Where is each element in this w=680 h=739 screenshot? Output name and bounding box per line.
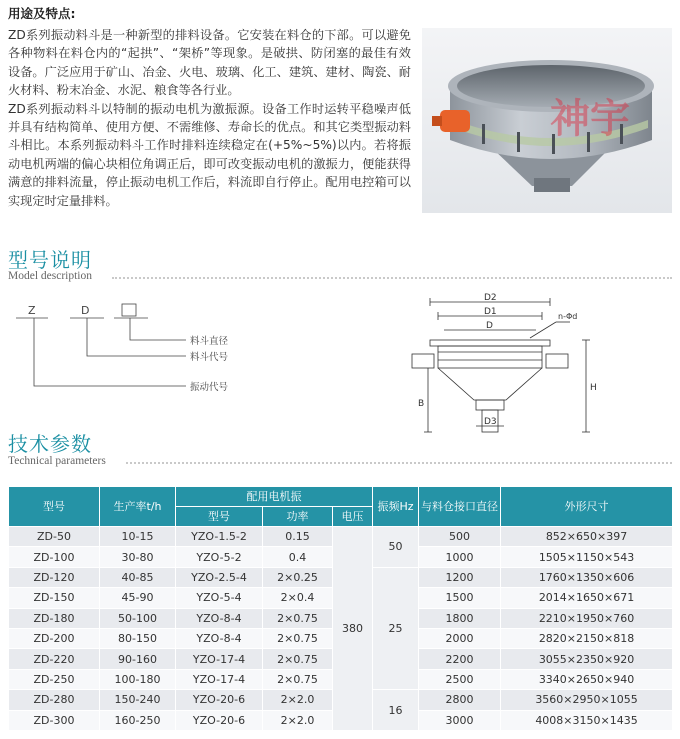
model-code-diagram (8, 300, 308, 400)
cell-model: ZD-200 (9, 628, 100, 648)
table-row (9, 527, 673, 547)
cell-diameter: 1200 (419, 567, 501, 587)
cell-diameter: 2000 (419, 628, 501, 648)
dim-label-d1: D1 (484, 307, 497, 317)
cell-voltage: 380 (333, 527, 373, 731)
cell-capacity: 50-100 (100, 608, 176, 628)
cell-power: 2×0.75 (263, 628, 333, 648)
cell-power: 2×0.25 (263, 567, 333, 587)
model-section-subtitle: Model description (8, 270, 92, 282)
th-frequency: 振频Hz (373, 487, 419, 527)
cell-power: 2×2.0 (263, 690, 333, 710)
cell-frequency: 50 (373, 527, 419, 568)
cell-power: 2×0.75 (263, 649, 333, 669)
cell-motor: YZO-5-2 (176, 547, 263, 567)
model-section-title: 型号说明 (8, 248, 92, 272)
vibration-motor-image (440, 110, 470, 132)
dim-label-d3: D3 (484, 417, 497, 427)
cell-capacity: 100-180 (100, 669, 176, 689)
cell-size: 1760×1350×606 (501, 567, 673, 587)
cell-power: 2×0.4 (263, 588, 333, 608)
cell-motor: YZO-20-6 (176, 710, 263, 730)
cell-diameter: 1500 (419, 588, 501, 608)
tech-section-divider (126, 462, 672, 464)
tech-section-subtitle: Technical parameters (8, 455, 106, 467)
cell-size: 3055×2350×920 (501, 649, 673, 669)
cell-capacity: 40-85 (100, 567, 176, 587)
cell-capacity: 150-240 (100, 690, 176, 710)
label-hopper-diameter: 料斗直径 (190, 336, 229, 347)
cell-size: 4008×3150×1435 (501, 710, 673, 730)
cell-capacity: 30-80 (100, 547, 176, 567)
cell-capacity: 10-15 (100, 527, 176, 547)
code-letter-d: D (81, 304, 90, 317)
cell-model: ZD-250 (9, 669, 100, 689)
cell-motor: YZO-17-4 (176, 669, 263, 689)
cell-model: ZD-280 (9, 690, 100, 710)
cell-model: ZD-150 (9, 588, 100, 608)
th-capacity: 生产率t/h (100, 487, 176, 527)
cell-size: 852×650×397 (501, 527, 673, 547)
watermark-text: 神宇 (550, 96, 630, 142)
cell-diameter: 3000 (419, 710, 501, 730)
cell-frequency: 25 (373, 567, 419, 689)
th-model: 型号 (9, 487, 100, 527)
cell-size: 2820×2150×818 (501, 628, 673, 648)
intro-paragraph-1: ZD系列振动料斗是一种新型的排料设备。它安装在料仓的下部。可以避免各种物料在料仓内的“起拱”、“架桥”等现象。是破拱、防闭塞的最佳有效设备。广泛应用于矿山、冶金、火电、玻璃、化工、建筑、建材、陶瓷、耐火材料、粉末冶金、水泥、粮食等各行业。 (8, 28, 411, 98)
cell-model: ZD-120 (9, 567, 100, 587)
cell-diameter: 1000 (419, 547, 501, 567)
spec-table (8, 486, 673, 731)
cell-power: 0.15 (263, 527, 333, 547)
cell-size: 3560×2950×1055 (501, 690, 673, 710)
th-motor-group: 配用电机振 (176, 487, 373, 507)
cell-power: 2×0.75 (263, 669, 333, 689)
cell-capacity: 45-90 (100, 588, 176, 608)
cell-model: ZD-50 (9, 527, 100, 547)
cell-motor: YZO-17-4 (176, 649, 263, 669)
dim-label-b: B (418, 399, 425, 409)
cell-size: 1505×1150×543 (501, 547, 673, 567)
cell-capacity: 160-250 (100, 710, 176, 730)
cell-diameter: 1800 (419, 608, 501, 628)
cell-diameter: 2500 (419, 669, 501, 689)
dim-label-d2: D2 (484, 293, 497, 303)
tech-section-title: 技术参数 (8, 432, 92, 456)
spec-table-body (9, 527, 673, 731)
dim-label-holes: n-Φd (558, 312, 578, 321)
th-bin-diameter: 与料仓接口直径 (419, 487, 501, 527)
th-motor-model: 型号 (176, 507, 263, 527)
cell-motor: YZO-8-4 (176, 608, 263, 628)
dimension-drawing (380, 290, 630, 440)
cell-diameter: 500 (419, 527, 501, 547)
cell-model: ZD-300 (9, 710, 100, 730)
cell-power: 2×0.75 (263, 608, 333, 628)
cell-power: 2×2.0 (263, 710, 333, 730)
cell-motor: YZO-1.5-2 (176, 527, 263, 547)
th-power: 功率 (263, 507, 333, 527)
th-voltage: 电压 (333, 507, 373, 527)
intro-title: 用途及特点: (8, 6, 76, 21)
code-letter-z: Z (28, 304, 36, 317)
vibrating-hopper-image (422, 28, 672, 213)
cell-motor: YZO-5-4 (176, 588, 263, 608)
cell-frequency: 16 (373, 690, 419, 731)
th-dimensions: 外形尺寸 (501, 487, 673, 527)
cell-diameter: 2800 (419, 690, 501, 710)
cell-power: 0.4 (263, 547, 333, 567)
cell-size: 2210×1950×760 (501, 608, 673, 628)
cell-diameter: 2200 (419, 649, 501, 669)
dim-label-d: D (486, 321, 493, 331)
cell-motor: YZO-20-6 (176, 690, 263, 710)
cell-capacity: 80-150 (100, 628, 176, 648)
cell-model: ZD-180 (9, 608, 100, 628)
cell-capacity: 90-160 (100, 649, 176, 669)
cell-motor: YZO-8-4 (176, 628, 263, 648)
dim-label-h: H (590, 383, 597, 393)
cell-size: 2014×1650×671 (501, 588, 673, 608)
cell-size: 3340×2650×940 (501, 669, 673, 689)
model-section-divider (112, 277, 672, 279)
spec-table-head (9, 487, 673, 527)
cell-model: ZD-100 (9, 547, 100, 567)
cell-model: ZD-220 (9, 649, 100, 669)
product-photo (422, 28, 672, 213)
intro-paragraph-2: ZD系列振动料斗以特制的振动电机为激振源。设备工作时运转平稳噪声低并具有结构简单、使用方便、不需维修、寿命长的优点。和其它类型振动料斗相比。本系列振动料斗工作时排料连续稳定在(+5%~5%)以内。若将振动电机两端的偏心块相位角调正后，即可改变振动电机的激振力，便能获得满意的排料流量，停止振动电机工作后，料流即自行停止。配用电控箱可以实现定时定量排料。 (8, 101, 411, 208)
label-hopper-code: 料斗代号 (190, 352, 229, 363)
intro-text (8, 26, 411, 210)
label-vibration-code: 振动代号 (190, 382, 229, 393)
cell-motor: YZO-2.5-4 (176, 567, 263, 587)
